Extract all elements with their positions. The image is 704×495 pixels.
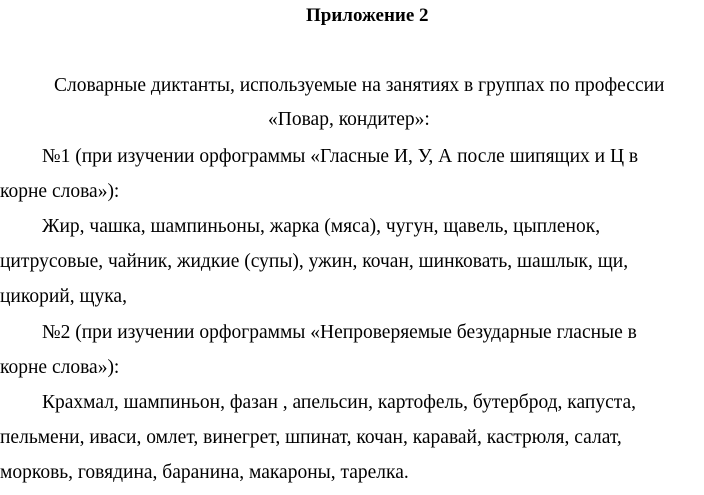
section-1-words-line-2: цитрусовые, чайник, жидкие (супы), ужин, кочан, шинковать, шашлык, щи, xyxy=(0,251,629,272)
section-1-words-line-3: цикорий, щука, xyxy=(0,286,127,307)
section-1-heading-line-2: корне слова»): xyxy=(0,181,120,202)
section-1-words-line-1: Жир, чашка, шампиньоны, жарка (мяса), чугун, щавель, цыпленок, xyxy=(42,216,601,237)
intro-line-1: Словарные диктанты, используемые на занятиях в группах по профессии xyxy=(54,75,665,96)
section-2-words-line-3: морковь, говядина, баранина, макароны, тарелка. xyxy=(0,462,409,483)
section-2-words-line-2: пельмени, иваси, омлет, винегрет, шпинат, кочан, каравай, кастрюля, салат, xyxy=(0,427,622,448)
section-2-heading-line-2: корне слова»): xyxy=(0,357,120,378)
section-2-words-line-1: Крахмал, шампиньон, фазан , апельсин, картофель, бутерброд, капуста, xyxy=(42,392,637,413)
page-title: Приложение 2 xyxy=(306,5,429,26)
section-1-heading-line-1: №1 (при изучении орфограммы «Гласные И, У, А после шипящих и Ц в xyxy=(42,146,639,167)
intro-line-2: «Повар, кондитер»: xyxy=(268,109,430,130)
section-2-heading-line-1: №2 (при изучении орфограммы «Непроверяемые безударные гласные в xyxy=(42,322,637,343)
